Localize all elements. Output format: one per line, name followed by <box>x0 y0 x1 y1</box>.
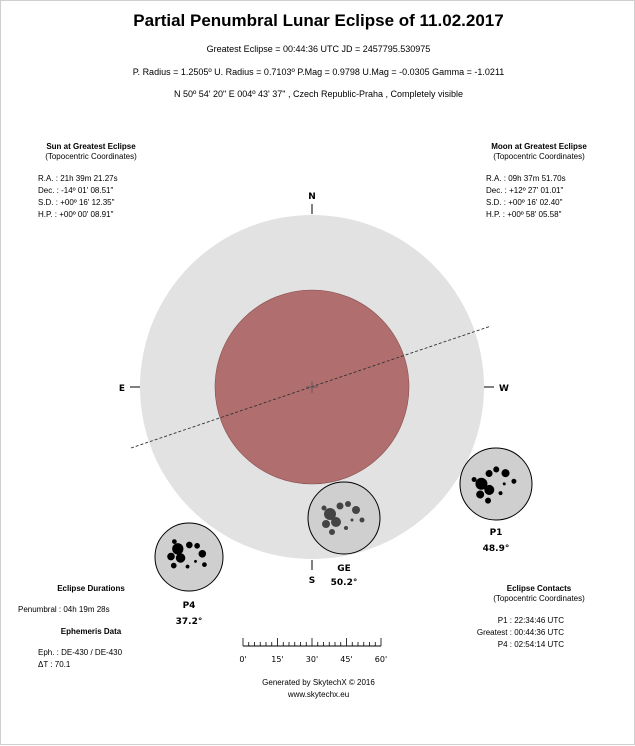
contacts-subtitle: (Topocentric Coordinates) <box>493 594 585 603</box>
scale-label-45: 45' <box>340 655 353 664</box>
moon-p4-label: P4 <box>182 601 196 611</box>
moon-ge-label: GE <box>337 564 351 574</box>
moon-p1-disc <box>460 448 532 520</box>
east-label: E <box>118 384 125 394</box>
contact-p1: P1 : 22:34:46 UTC <box>497 616 564 625</box>
contact-p4: P4 : 02:54:14 UTC <box>497 640 564 649</box>
footer-generated: Generated by SkytechX © 2016 <box>262 678 375 687</box>
moon-p4-altitude: 37.2° <box>175 617 203 627</box>
ephemeris-panel <box>21 627 161 636</box>
moon-p4 <box>155 523 223 591</box>
ephemeris-values <box>38 647 122 671</box>
sun-panel-title: Sun at Greatest Eclipse <box>46 142 136 151</box>
moon-p1 <box>460 448 532 520</box>
penumbral-duration: Penumbral : 04h 19m 28s <box>18 605 110 614</box>
moon-sd: S.D. : +00º 16' 02.40" <box>486 198 563 207</box>
contact-times <box>441 615 564 651</box>
moon-p1-altitude: 48.9° <box>482 544 510 554</box>
west-label: W <box>499 384 509 394</box>
observer-location-line: N 50º 54' 20" E 004º 43' 37" , Czech Republic-Praha , Completely visible <box>173 89 464 99</box>
contacts-title: Eclipse Contacts <box>506 584 572 593</box>
ephemeris-delta-t: ΔT : 70.1 <box>38 660 71 669</box>
moon-hp: H.P. : +00º 58' 05.58" <box>486 210 562 219</box>
moon-panel-subtitle: (Topocentric Coordinates) <box>493 152 585 161</box>
scale-label-0: 0' <box>239 655 247 664</box>
sun-hp: H.P. : +00º 00' 08.91" <box>38 210 114 219</box>
footer <box>1 677 635 701</box>
ephemeris-title: Ephemeris Data <box>60 627 122 636</box>
moon-ge <box>308 482 380 554</box>
durations-panel <box>21 584 161 593</box>
moon-ra: R.A. : 09h 37m 51.70s <box>486 174 566 183</box>
footer-website <box>1 689 635 701</box>
moon-ge-altitude: 50.2° <box>330 578 358 588</box>
moon-panel-title: Moon at Greatest Eclipse <box>491 142 587 151</box>
scale-label-30: 30' <box>305 655 319 664</box>
contact-greatest: Greatest : 00:44:36 UTC <box>476 628 564 637</box>
north-label: N <box>308 192 316 202</box>
sun-dec: Dec. : -14º 01' 08.51" <box>38 186 114 195</box>
moon-p1-label: P1 <box>489 528 503 538</box>
eclipse-parameters-line: P. Radius = 1.2505º U. Radius = 0.7103º P.Mag = 0.9798 U.Mag = -0.0305 Gamma = -1.0211 <box>132 67 505 77</box>
scale-ticks <box>243 638 381 646</box>
moon-ge-disc <box>308 482 380 554</box>
sun-sd: S.D. : +00º 16' 12.35" <box>38 198 115 207</box>
sun-ra: R.A. : 21h 39m 21.27s <box>38 174 118 183</box>
scale-label-15: 15' <box>271 655 284 664</box>
contacts-panel <box>464 584 614 605</box>
moon-dec: Dec. : +12º 27' 01.01" <box>486 186 564 195</box>
scale-label-60: 60' <box>374 655 388 664</box>
south-label: S <box>308 576 316 586</box>
durations-title: Eclipse Durations <box>57 584 125 593</box>
ephemeris-eph: Eph. : DE-430 / DE-430 <box>38 648 123 657</box>
sun-panel-subtitle: (Topocentric Coordinates) <box>45 152 137 161</box>
page-title: Partial Penumbral Lunar Eclipse of 11.02.2017 <box>133 11 504 30</box>
greatest-eclipse-line: Greatest Eclipse = 00:44:36 UTC JD = 2457795.530975 <box>206 44 431 54</box>
moon-p4-disc <box>155 523 223 591</box>
angular-scale-bar <box>239 638 387 664</box>
website-link[interactable]: www.skytechx.eu <box>287 690 350 699</box>
